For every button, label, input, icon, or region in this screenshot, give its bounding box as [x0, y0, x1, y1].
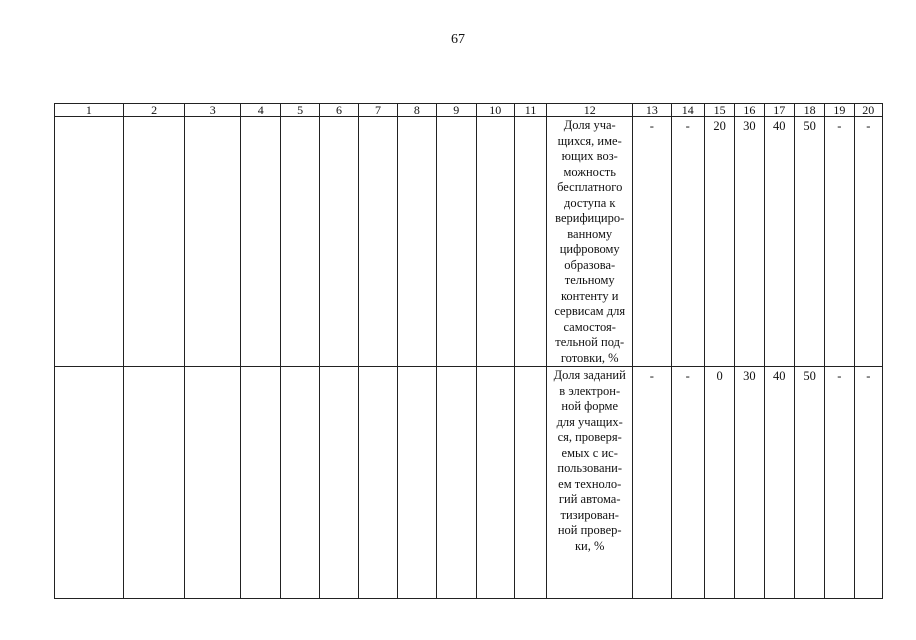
value-cell: - — [671, 367, 704, 599]
value-cell: - — [825, 117, 854, 367]
empty-cell — [319, 117, 358, 367]
value-cell: - — [854, 117, 882, 367]
column-header: 18 — [794, 104, 824, 117]
empty-cell — [240, 367, 280, 599]
column-header: 5 — [281, 104, 319, 117]
value-cell: 20 — [704, 117, 734, 367]
empty-cell — [359, 117, 397, 367]
column-header: 3 — [185, 104, 241, 117]
empty-cell — [476, 367, 514, 599]
page-number: 67 — [451, 32, 465, 47]
column-header: 7 — [359, 104, 397, 117]
empty-cell — [281, 117, 319, 367]
column-header: 9 — [437, 104, 476, 117]
value-cell: 0 — [704, 367, 734, 599]
column-header: 2 — [123, 104, 185, 117]
value-cell: - — [671, 117, 704, 367]
column-header: 20 — [854, 104, 882, 117]
empty-cell — [319, 367, 358, 599]
empty-cell — [514, 367, 546, 599]
header-row — [55, 104, 883, 117]
empty-cell — [123, 367, 185, 599]
value-cell: 50 — [794, 117, 824, 367]
empty-cell — [437, 117, 476, 367]
column-header: 19 — [825, 104, 854, 117]
empty-cell — [185, 117, 241, 367]
value-cell: 40 — [764, 367, 794, 599]
empty-cell — [123, 117, 185, 367]
column-header: 11 — [514, 104, 546, 117]
column-header: 6 — [319, 104, 358, 117]
column-header: 10 — [476, 104, 514, 117]
table-row — [55, 367, 883, 599]
value-cell: - — [825, 367, 854, 599]
column-header: 17 — [764, 104, 794, 117]
empty-cell — [359, 367, 397, 599]
indicator-name: Доля уча- щихся, име- ющих воз- можность бесплатного доступа к верифициро- ванному цифровому образова- тельному контенту и сервисам для самостоя- тельной под- готовки, % — [547, 117, 633, 367]
value-cell: 50 — [794, 367, 824, 599]
column-header: 16 — [735, 104, 764, 117]
empty-cell — [55, 367, 124, 599]
value-cell: - — [633, 117, 671, 367]
value-cell: 30 — [735, 367, 764, 599]
empty-cell — [240, 117, 280, 367]
empty-cell — [437, 367, 476, 599]
column-header: 1 — [55, 104, 124, 117]
column-header: 8 — [397, 104, 436, 117]
value-cell: - — [633, 367, 671, 599]
value-cell: - — [854, 367, 882, 599]
empty-cell — [281, 367, 319, 599]
indicator-name: Доля заданий в электрон- ной форме для учащих- ся, проверя- емых с ис- пользовани- ем техноло- гий автома- тизирован- ной провер- ки, % — [547, 367, 633, 599]
column-header: 14 — [671, 104, 704, 117]
indicator-table — [54, 103, 883, 599]
table-row — [55, 117, 883, 367]
column-header: 13 — [633, 104, 671, 117]
column-header: 4 — [240, 104, 280, 117]
value-cell: 40 — [764, 117, 794, 367]
empty-cell — [55, 117, 124, 367]
value-cell: 30 — [735, 117, 764, 367]
column-header: 15 — [704, 104, 734, 117]
empty-cell — [514, 117, 546, 367]
empty-cell — [185, 367, 241, 599]
empty-cell — [397, 367, 436, 599]
column-header: 12 — [547, 104, 633, 117]
empty-cell — [397, 117, 436, 367]
empty-cell — [476, 117, 514, 367]
